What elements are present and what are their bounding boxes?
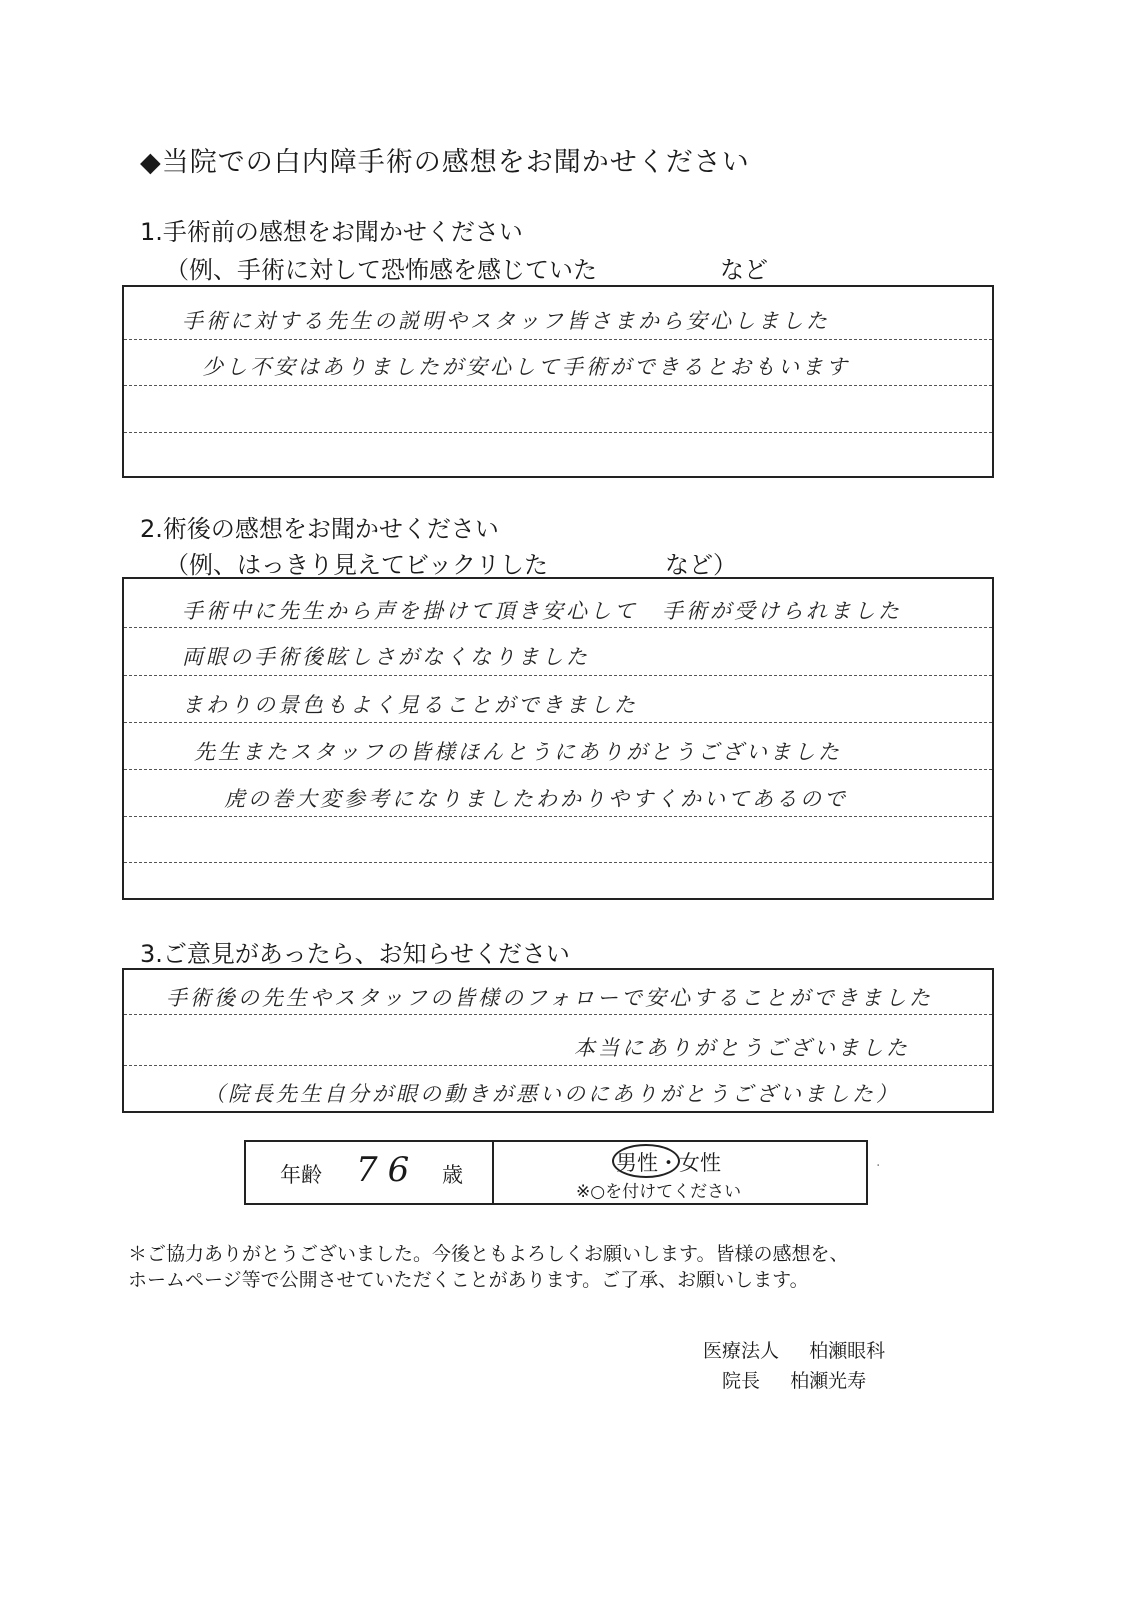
- answer-line: [124, 816, 992, 817]
- gender-female-label: 女性: [679, 1151, 721, 1175]
- footnote-line-1: ＊ご協力ありがとうございました。今後ともよろしくお願いします。皆様の感想を、: [128, 1243, 849, 1265]
- section-1-answer-2: 少し不安はありましたが安心して手術ができるとおもいます: [202, 355, 850, 379]
- answer-line: [124, 1065, 992, 1066]
- signature-org-name: 柏瀬眼科: [809, 1340, 886, 1362]
- signature-title-label: 院長: [722, 1370, 761, 1392]
- section-1-answer-box: [122, 285, 994, 478]
- answer-line: [124, 862, 992, 863]
- page-title: ◆当院での白内障手術の感想をお聞かせください: [140, 147, 750, 178]
- age-value: 76: [356, 1150, 420, 1190]
- section-2-answer-5: 虎の巻大変参考になりましたわかりやすくかいてあるので: [224, 787, 848, 811]
- signature-person-name: 柏瀬光寿: [790, 1370, 867, 1392]
- section-2-answer-box: [122, 577, 994, 900]
- section-2-answer-4: 先生またスタッフの皆様ほんとうにありがとうございました: [194, 740, 842, 764]
- age-label: 年齢: [280, 1163, 322, 1187]
- answer-line: [124, 1014, 992, 1015]
- gender-male-label: 男性: [616, 1151, 658, 1175]
- section-3-answer-1: 手術後の先生やスタッフの皆様のフォローで安心することができました: [166, 986, 933, 1010]
- gender-note: ※○を付けてください: [576, 1182, 742, 1202]
- section-2-answer-3: まわりの景色もよく見ることができました: [182, 693, 638, 717]
- footnote-line-2: ホームページ等で公開させていただくことがあります。ご了承、お願いします。: [128, 1269, 809, 1291]
- gender-separator: ・: [658, 1151, 679, 1175]
- section-1-example-text: （例、手術に対して恐怖感を感じていた: [165, 256, 597, 284]
- answer-line: [124, 675, 992, 676]
- section-1-heading: 1.手術前の感想をお聞かせください: [140, 218, 523, 246]
- info-divider: [492, 1142, 494, 1203]
- answer-line: [124, 627, 992, 628]
- gender-options: [616, 1147, 721, 1177]
- answer-line: [124, 432, 992, 433]
- section-2-answer-2: 両眼の手術後眩しさがなくなりました: [182, 645, 590, 669]
- section-1-example: [165, 250, 768, 285]
- section-1-answer-1: 手術に対する先生の説明やスタッフ皆さまから安心しました: [182, 309, 830, 333]
- answer-line: [124, 339, 992, 340]
- signature-org: [703, 1336, 885, 1363]
- scan-speck: ·: [876, 1158, 881, 1174]
- answer-line: [124, 722, 992, 723]
- gender-male-option: [616, 1147, 658, 1177]
- section-2-answer-1: 手術中に先生から声を掛けて頂き安心して 手術が受けられました: [182, 599, 902, 623]
- section-2-example: [165, 545, 737, 580]
- signature-org-label: 医療法人: [703, 1340, 780, 1362]
- age-unit: 歳: [442, 1163, 463, 1187]
- answer-line: [124, 769, 992, 770]
- selected-circle-mark: [612, 1144, 680, 1178]
- section-3-answer-2: 本当にありがとうございました: [574, 1036, 910, 1060]
- section-3-answer-box: [122, 968, 994, 1113]
- section-3-answer-3: （院長先生自分が眼の動きが悪いのにありがとうございました）: [204, 1082, 900, 1106]
- section-2-heading: 2.術後の感想をお聞かせください: [140, 515, 499, 543]
- section-2-example-text: （例、はっきり見えてビックリした: [165, 551, 549, 579]
- signature-person: [722, 1366, 866, 1393]
- section-2-example-tail: など）: [665, 551, 737, 579]
- answer-line: [124, 385, 992, 386]
- section-1-example-tail: など: [720, 256, 768, 284]
- section-3-heading: 3.ご意見があったら、お知らせください: [140, 940, 570, 968]
- age-gender-box: [244, 1140, 868, 1205]
